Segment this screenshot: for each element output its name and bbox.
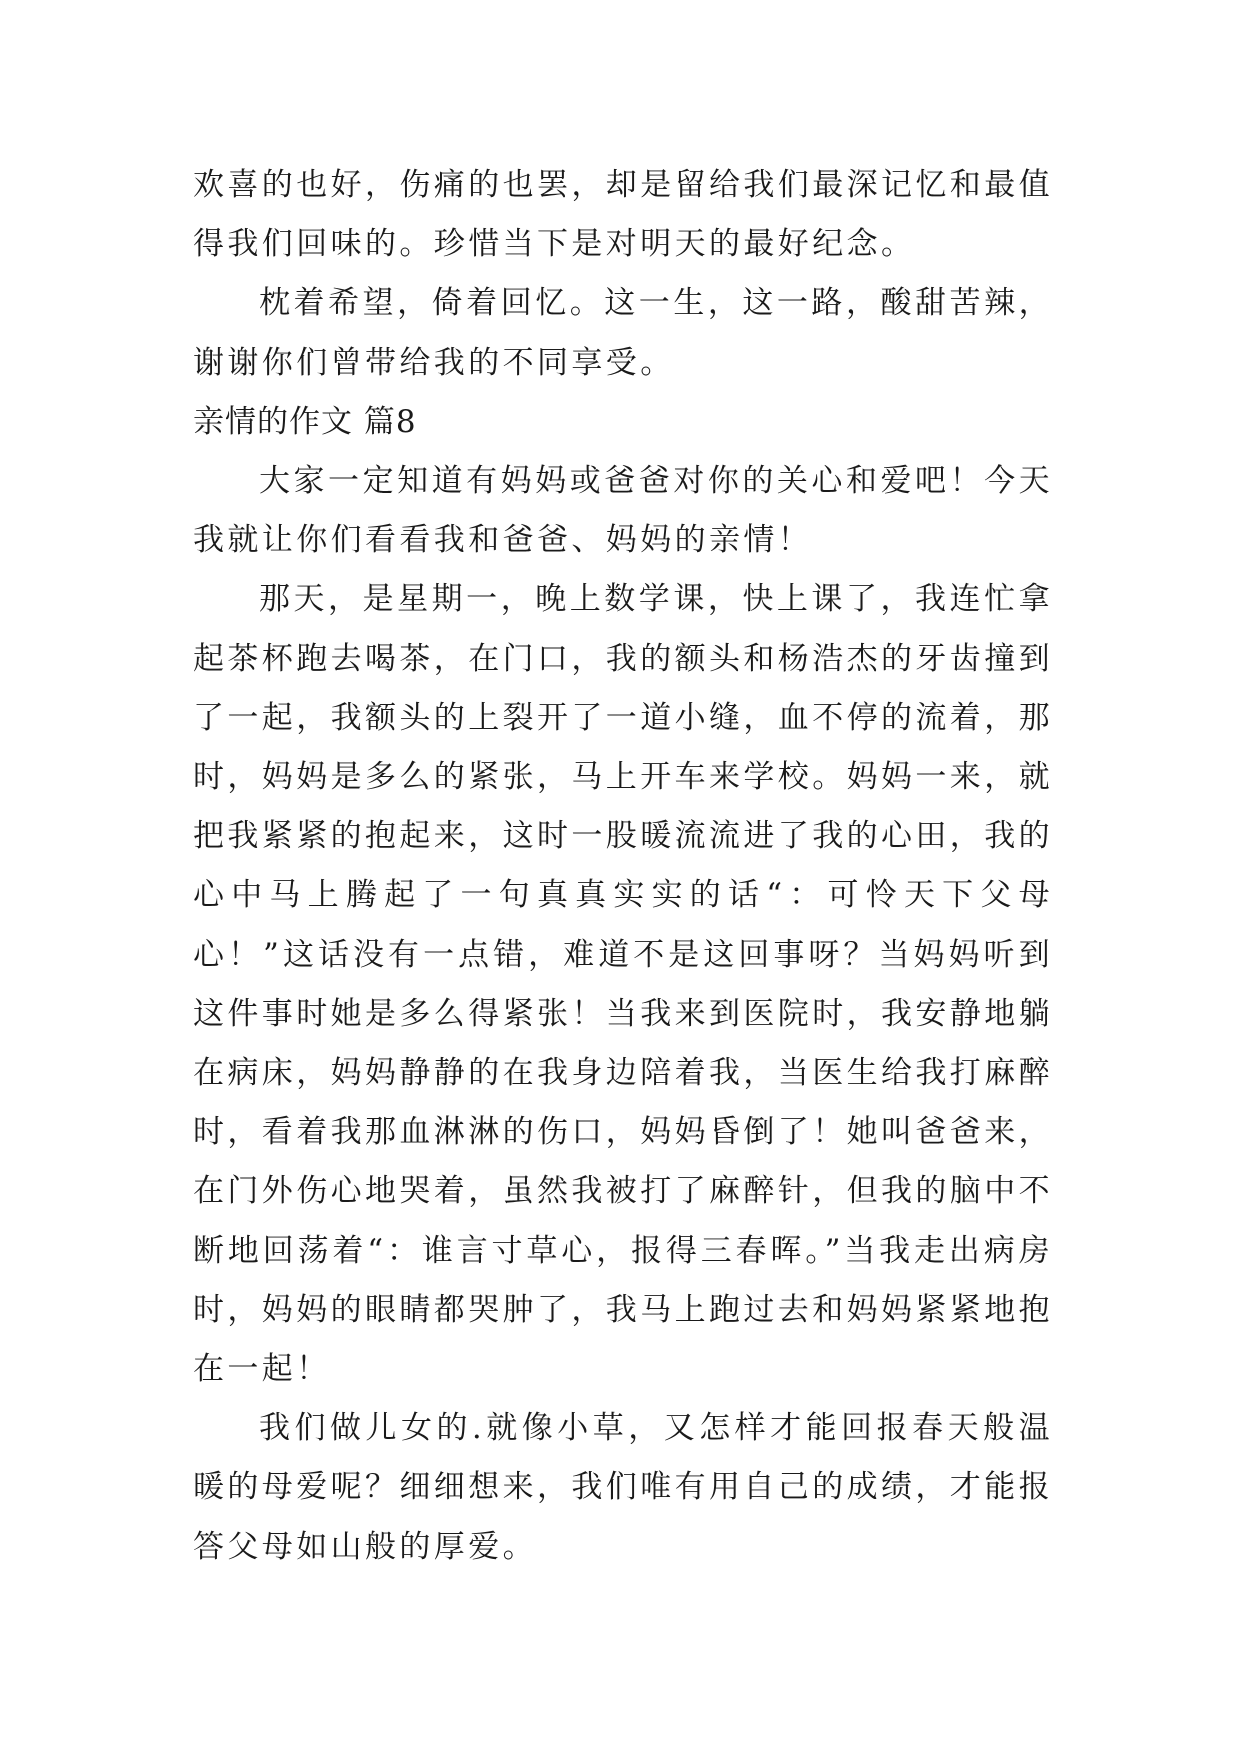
paragraph-story: 那天，是星期一，晚上数学课，快上课了，我连忙拿起茶杯跑去喝茶，在门口，我的额头和杨浩杰的牙齿撞到了一起，我额头的上裂开了一道小缝，血不停的流着，那时，妈妈是多么的紧张，马上开车来学校。妈妈一来，就把我紧紧的抱起来，这时一股暖流流进了我的心田，我的心中马上腾起了一句真真实实的话“：可怜天下父母心！”这话没有一点错，难道不是这回事呀？当妈妈听到这件事时她是多么得紧张！当我来到医院时，我安静地躺在病床，妈妈静静的在我身边陪着我，当医生给我打麻醉时，看着我那血淋淋的伤口，妈妈昏倒了！她叫爸爸来，在门外伤心地哭着，虽然我被打了麻醉针，但我的脑中不断地回荡着“：谁言寸草心，报得三春晖。”当我走出病房时，妈妈的眼睛都哭肿了，我马上跑过去和妈妈紧紧地抱在一起！: [193, 581, 1053, 1388]
paragraph-gratitude: 枕着希望，倚着回忆。这一生，这一路，酸甜苦辣，谢谢你们曾带给我的不同享受。: [193, 285, 1053, 381]
paragraph-intro: 大家一定知道有妈妈或爸爸对你的关心和爱吧！今天我就让你们看看我和爸爸、妈妈的亲情！: [193, 463, 1053, 559]
section-heading: 亲情的作文 篇8: [193, 403, 417, 440]
document-body: [193, 156, 1053, 1577]
paragraph-conclusion: 我们做儿女的.就像小草，又怎样才能回报春天般温暖的母爱呢？细细想来，我们唯有用自己的成绩，才能报答父母如山般的厚爱。: [193, 1410, 1053, 1565]
paragraph-continuation: 欢喜的也好，伤痛的也罢，却是留给我们最深记忆和最值得我们回味的。珍惜当下是对明天的最好纪念。: [193, 167, 1053, 263]
